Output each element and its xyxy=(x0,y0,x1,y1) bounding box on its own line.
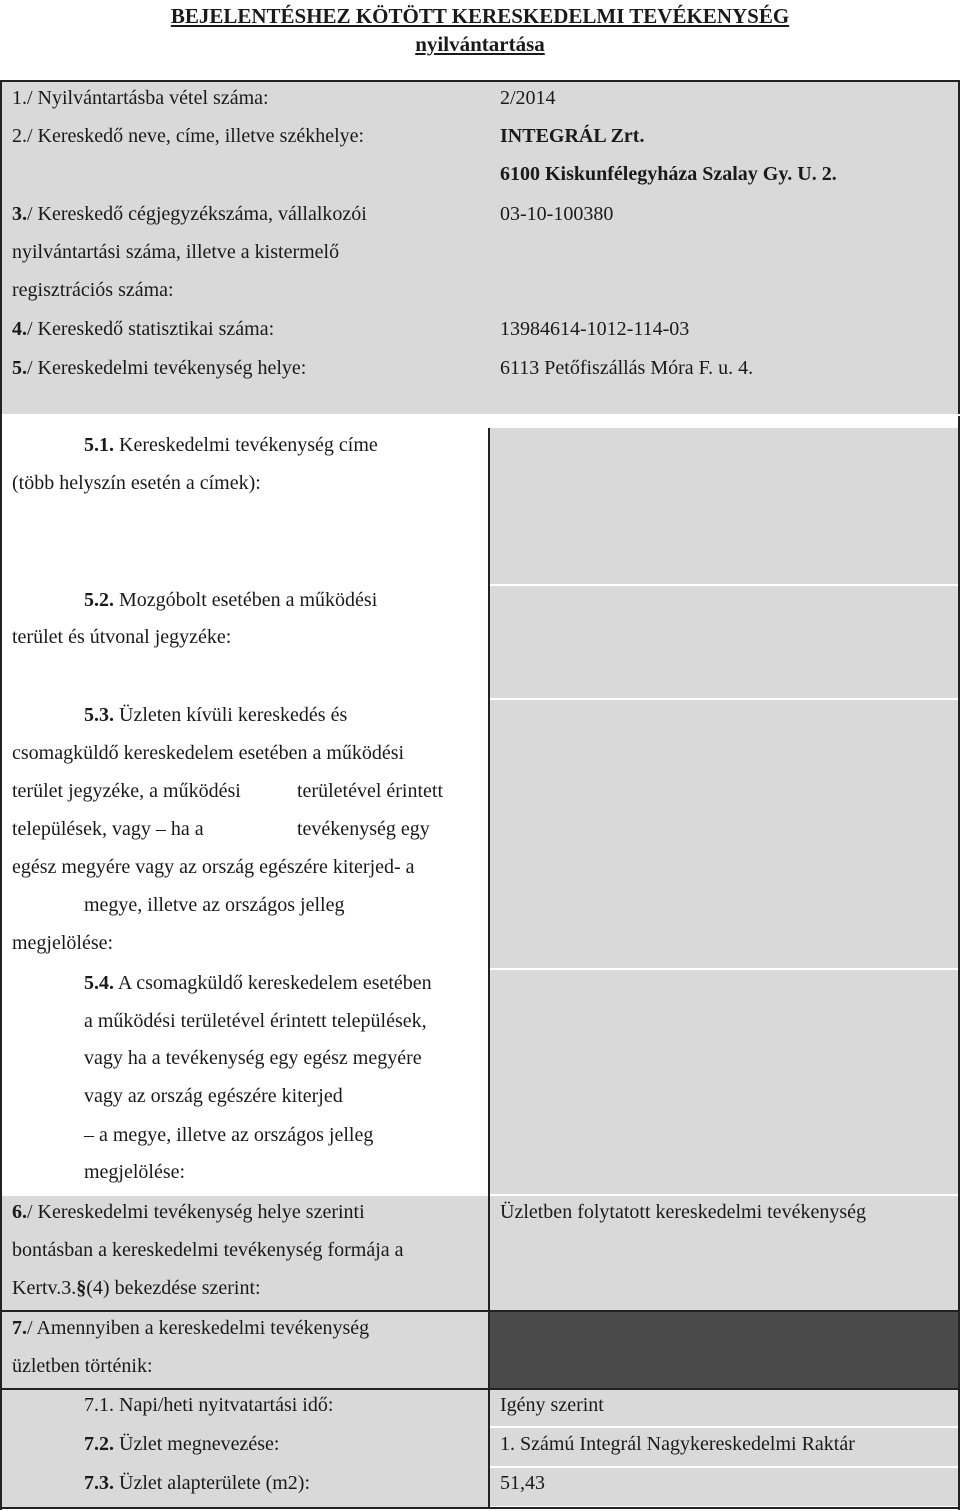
row-7-3-label xyxy=(84,1471,310,1495)
row-5-label xyxy=(12,356,306,380)
row-5-2-number: 5.2. xyxy=(84,589,114,611)
row-6-value: Üzletben folytatott kereskedelmi tevékenység xyxy=(500,1201,866,1223)
row-5-1-label-text: Kereskedelmi tevékenység címe xyxy=(114,434,378,456)
row-6-law-ref-tail: (4) bekezdése szerint: xyxy=(86,1277,261,1299)
row-5-3-number: 5.3. xyxy=(84,704,114,726)
row-5-value: 6113 Petőfiszállás Móra F. u. 4. xyxy=(500,357,754,379)
row-5-3-label-line3b: területével érintett xyxy=(297,780,444,802)
section-divider-5 xyxy=(2,414,960,416)
row-5-label-text: / Kereskedelmi tevékenység helye: xyxy=(27,357,307,379)
row-4-number: 4. xyxy=(12,318,27,340)
row-7-1-number: 7.1. xyxy=(84,1394,114,1416)
row-5-4-label-line6: megjelölése: xyxy=(84,1161,186,1183)
row-5-3-label-line2: csomagküldő kereskedelem esetében a működési xyxy=(12,742,405,764)
row-5-2-label-line2: terület és útvonal jegyzéke: xyxy=(12,626,232,648)
row-7-label-text: / Amennyiben a kereskedelmi tevékenység xyxy=(27,1317,370,1339)
row-6-paragraph-sign: § xyxy=(76,1277,87,1299)
field-7-value-disabled xyxy=(490,1312,958,1388)
field-7-3-value-bg xyxy=(490,1468,958,1506)
row-2-company-name: INTEGRÁL Zrt. xyxy=(500,125,645,147)
row-5-3-label-line6: megye, illetve az országos jelleg xyxy=(84,894,345,916)
row-5-4-label-line4: vagy az ország egészére kiterjed xyxy=(84,1085,343,1107)
row-7-2-label-text: Üzlet megnevezése: xyxy=(114,1433,280,1455)
row-5-3-label-line4a: települések, vagy – ha a xyxy=(12,818,204,840)
row-5-4-number: 5.4. xyxy=(84,972,114,994)
row-7-2-label xyxy=(84,1432,279,1456)
row-1-value: 2/2014 xyxy=(500,87,556,109)
row-6-label-text: / Kereskedelmi tevékenység helye szerinti xyxy=(27,1201,365,1223)
row-7-1-label-text: Napi/heti nyitvatartási idő: xyxy=(114,1394,334,1416)
row-7-3-value: 51,43 xyxy=(500,1472,545,1494)
row-5-1-label-line2: (több helyszín esetén a címek): xyxy=(12,472,261,494)
row-7-2-value: 1. Számú Integrál Nagykereskedelmi Raktár xyxy=(500,1433,855,1455)
row-5-3-label-line1 xyxy=(84,703,347,727)
table-left-border xyxy=(0,80,2,1510)
row-7-number: 7. xyxy=(12,1317,27,1339)
row-6-label-line3 xyxy=(12,1276,261,1300)
row-5-3-label-line3a: terület jegyzéke, a működési xyxy=(12,780,241,802)
row-4-label xyxy=(12,317,274,341)
row-7-label-line1 xyxy=(12,1316,369,1340)
row-7-2-number: 7.2. xyxy=(84,1433,114,1455)
row-3-label-text: / Kereskedő cégjegyzékszáma, vállalkozói xyxy=(27,203,367,225)
row-3-label-line3: regisztrációs száma: xyxy=(12,279,174,301)
row-divider-7 xyxy=(2,1310,960,1312)
row-5-4-label-line2: a működési területével érintett települések, xyxy=(84,1010,427,1032)
row-5-number: 5. xyxy=(12,357,27,379)
field-5-1-value[interactable] xyxy=(490,428,958,584)
row-4-value: 13984614-1012-114-03 xyxy=(500,318,690,340)
field-5-3-value[interactable] xyxy=(490,700,958,968)
table-top-border xyxy=(2,80,960,82)
row-7-1-value: Igény szerint xyxy=(500,1394,604,1416)
row-6-label-line1 xyxy=(12,1200,365,1224)
row-5-4-label-line1 xyxy=(84,971,432,995)
row-divider-7-1 xyxy=(2,1388,960,1390)
row-7-3-number: 7.3. xyxy=(84,1472,114,1494)
row-5-4-label-text: A csomagküldő kereskedelem esetében xyxy=(114,972,432,994)
row-4-label-text: / Kereskedő statisztikai száma: xyxy=(27,318,275,340)
document-subtitle: nyilvántartása xyxy=(415,32,545,56)
row-3-label-line1 xyxy=(12,202,367,226)
row-5-4-label-line3: vagy ha a tevékenység egy egész megyére xyxy=(84,1047,422,1069)
field-5-2-value[interactable] xyxy=(490,586,958,698)
row-5-2-label-line1 xyxy=(84,588,377,612)
column-divider xyxy=(488,428,490,1508)
row-6-number: 6. xyxy=(12,1201,27,1223)
row-5-1-label-line1 xyxy=(84,433,378,457)
row-1-label: 1./ Nyilvántartásba vétel száma: xyxy=(12,87,269,109)
field-5-4-value[interactable] xyxy=(490,970,958,1194)
row-5-1-number: 5.1. xyxy=(84,434,114,456)
row-2-label: 2./ Kereskedő neve, címe, illetve székhelye: xyxy=(12,125,365,147)
row-6-label-line2: bontásban a kereskedelmi tevékenység formája a xyxy=(12,1239,404,1261)
row-7-1-label xyxy=(84,1393,333,1417)
row-3-label-line2: nyilvántartási száma, illetve a kistermelő xyxy=(12,241,340,263)
row-5-2-label-text: Mozgóbolt esetében a működési xyxy=(114,589,378,611)
table-bottom-border xyxy=(2,1507,960,1509)
row-5-3-label-line7: megjelölése: xyxy=(12,932,114,954)
row-7-label-line2: üzletben történik: xyxy=(12,1355,153,1377)
row-5-4-label-line5: – a megye, illetve az országos jelleg xyxy=(84,1124,374,1146)
document-title: BEJELENTÉSHEZ KÖTÖTT KERESKEDELMI TEVÉKENYSÉG xyxy=(170,4,790,28)
row-2-company-address: 6100 Kiskunfélegyháza Szalay Gy. U. 2. xyxy=(500,163,837,185)
row-7-3-label-text: Üzlet alapterülete (m2): xyxy=(114,1472,311,1494)
row-3-value: 03-10-100380 xyxy=(500,203,614,225)
row-5-3-label-text: Üzleten kívüli kereskedés és xyxy=(114,704,348,726)
row-6-law-ref: Kertv.3. xyxy=(12,1277,77,1299)
row-3-number: 3. xyxy=(12,203,27,225)
row-5-3-label-line5: egész megyére vagy az ország egészére kiterjed- a xyxy=(12,856,415,878)
row-5-3-label-line4b: tevékenység egy xyxy=(297,818,430,840)
